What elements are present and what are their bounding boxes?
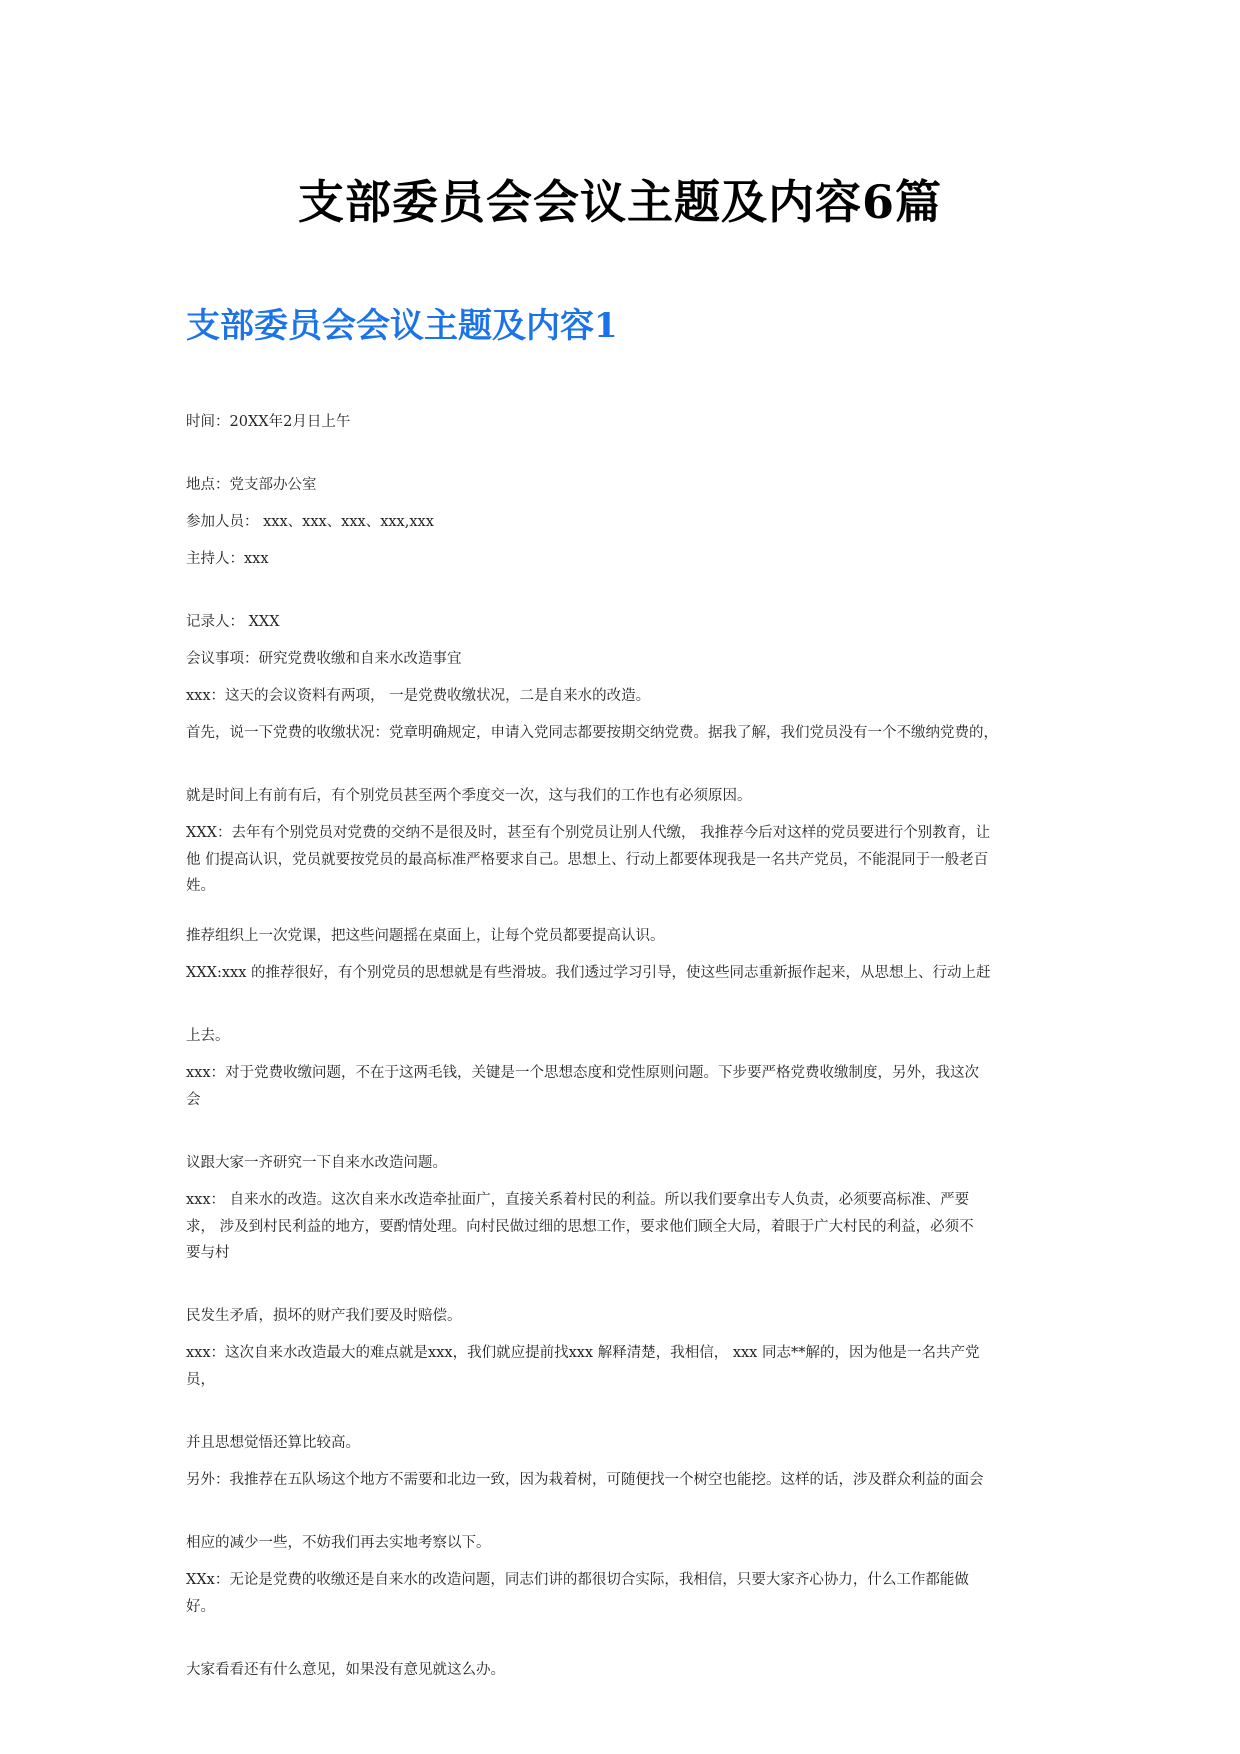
body-line: XXX：去年有个别党员对党费的交纳不是很及时，甚至有个别党员让别人代缴， 我推荐今后对这样的党员要进行个别教育，让: [186, 825, 991, 841]
body-line: 并且思想觉悟还算比较高。: [186, 1435, 360, 1451]
body-line: 他 们提高认识，党员就要按党员的最高标准严格要求自己。思想上、行动上都要体现我是一名共产党员，不能混同于一般老百: [186, 852, 989, 868]
body-line: 另外：我推荐在五队场这个地方不需要和北边一致，因为栽着树，可随便找一个树空也能挖。这样的话，涉及群众利益的面会: [186, 1472, 984, 1488]
document-title: 支部委员会会议主题及内容6篇: [297, 175, 942, 229]
body-line: 上去。: [186, 1028, 230, 1044]
body-line: 大家看看还有什么意见，如果没有意见就这么办。: [186, 1662, 505, 1678]
body-line: XXx：无论是党费的收缴还是自来水的改造问题，同志们讲的都很切合实际，我相信，只要大家齐心协力，什么工作都能做: [186, 1572, 969, 1588]
body-line: 民发生矛盾，损坏的财产我们要及时赔偿。: [186, 1308, 462, 1324]
body-line: 议跟大家一齐研究一下自来水改造问题。: [186, 1155, 447, 1171]
body-line: XXX:xxx 的推荐很好，有个别党员的思想就是有些滑坡。我们透过学习引导，使这些同志重新振作起来，从思想上、行动上赶: [186, 965, 991, 981]
body-line: 员，: [186, 1372, 215, 1388]
body-line: xxx：对于党费收缴问题，不在于这两毛钱，关键是一个思想态度和党性原则问题。下步要严格党费收缴制度，另外，我这次: [186, 1065, 980, 1081]
section-title: 支部委员会会议主题及内容1: [186, 306, 618, 346]
body-line: 记录人： XXX: [186, 614, 280, 630]
body-line: 主持人：xxx: [186, 551, 269, 567]
body-line: 相应的减少一些，不妨我们再去实地考察以下。: [186, 1535, 491, 1551]
body-line: 参加人员： xxx、xxx、xxx、xxx,xxx: [186, 514, 434, 530]
body-line: 要与村: [186, 1245, 230, 1261]
body-line: 首先，说一下党费的收缴状况：党章明确规定，申请入党同志都要按期交纳党费。据我了解，我们党员没有一个不缴纳党费的，: [186, 725, 998, 741]
body-line: 姓。: [186, 878, 215, 894]
body-line: xxx： 自来水的改造。这次自来水改造牵扯面广，直接关系着村民的利益。所以我们要拿出专人负责，必须要高标准、严要: [186, 1192, 970, 1208]
body-line: 推荐组织上一次党课，把这些问题摇在桌面上，让每个党员都要提高认识。: [186, 928, 665, 944]
body-line: 就是时间上有前有后，有个别党员甚至两个季度交一次，这与我们的工作也有必须原因。: [186, 788, 752, 804]
body-line: xxx：这次自来水改造最大的难点就是xxx，我们就应提前找xxx 解释清楚，我相信， xxx 同志**解的，因为他是一名共产党: [186, 1345, 980, 1361]
body-line: xxx：这天的会议资料有两项， 一是党费收缴状况，二是自来水的改造。: [186, 688, 651, 704]
body-line: 时间：20XX年2月日上午: [186, 414, 351, 430]
body-line: 地点：党支部办公室: [186, 477, 317, 493]
body-line: 会: [186, 1092, 201, 1108]
body-line: 好。: [186, 1599, 215, 1615]
body-line: 会议事项：研究党费收缴和自来水改造事宜: [186, 651, 462, 667]
body-line: 求， 涉及到村民利益的地方，要酌情处理。向村民做过细的思想工作，要求他们顾全大局，着眼于广大村民的利益，必须不: [186, 1219, 974, 1235]
